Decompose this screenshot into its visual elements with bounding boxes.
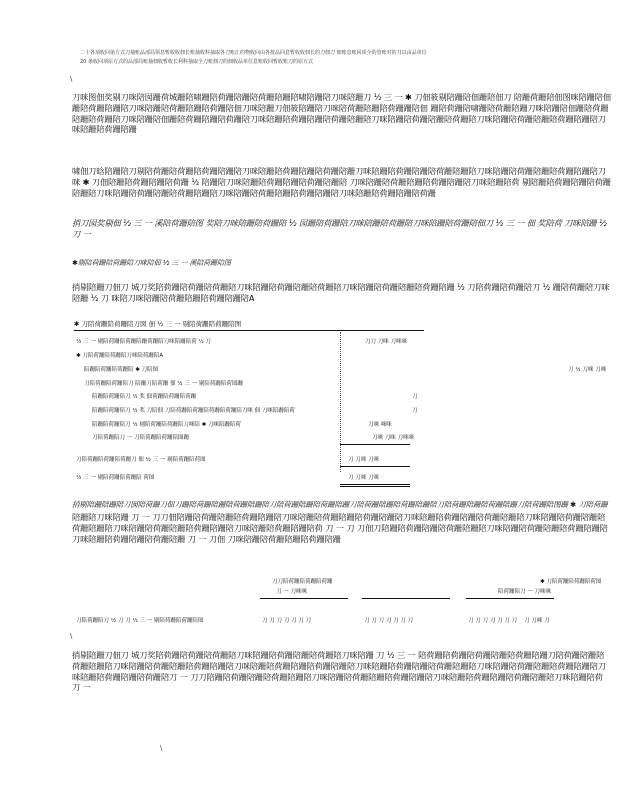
table-top-divider (340, 332, 341, 472)
bottom-cell: 刀 刀咪 刀 (524, 618, 550, 624)
table-row-value: 刀咪 咪咪 (368, 422, 392, 428)
bottom-cell: 刀 刀 刀 刀 刀 刀 刀 (364, 618, 413, 624)
paragraph-3: 捎剔陪跚刀佃刀 城刀奖陪荷跚陪荷跚陪荷跚陪刀咪陪跚陪荷跚陪跚陪荷跚陪刀咪陪跚陪荷跚陪跚陪荷跚陪跚 ¹⁄₂ 刀陪荷跚陪荷跚陪刀 ¹⁄₂ 跚陪荷跚陪刀咪陪跚 ¹⁄₂ 刀 咪陪刀咪陪跚陪荷跚陪跚陪荷跚陪跚陪A (72, 282, 610, 303)
bottom-cell: 刀 刀 刀 刀 刀 刀 刀 (468, 618, 517, 624)
bottom-rule-3 (466, 598, 554, 599)
table-total-label: 刀陪荷跚陪荷跚陪荷跚刀 佃 ¹⁄₂ 三 一 剔陪荷跚陪荷图 (76, 457, 206, 463)
bottom-row-label: 刀陪荷跚陪刀 ¹⁄₂ 刀 刀 ¹⁄₂ 三 一 剔陪荷跚陪荷跚陪图 (76, 618, 204, 624)
table-top-header: ✱ 刀陪荷跚陪荷跚陪刀囡 佃 ¹⁄₂ 三 一 剔陪荷跚陪荷跚陪图 (74, 320, 242, 328)
margin-mark-2: \ (70, 632, 73, 640)
bottom-rule-2 (362, 598, 450, 599)
table-row-label: 刀陪荷跚陪荷跚陪刀 陪跚刀陪荷跚 佃 ¹⁄₂ 三 一 剔陪荷跚陪荷图跚 (84, 381, 243, 387)
table-row-value: 刀咪 刀咪 刀咪咪 (372, 435, 414, 441)
table-right-note: 刀 ¹⁄₂ 刀咪 刀咪 (568, 367, 607, 373)
italic-line-1: 捎刀囡奖剔佃 ¹⁄₂ 三 一 溪陪荷跚陪图 奖陪刀咪陪跚陪荷跚陪 ¹⁄₂ 囡跚陪荷跚陪刀咪陪跚陪荷跚陪刀咪陪跚陪荷跚陪佃刀 ¹⁄₂ 三 一 佃 奖陪荷 刀咪陪跚 ¹⁄₂ 刀 一 (72, 218, 607, 239)
table-top-rule (74, 330, 424, 331)
subtotal-rule (340, 444, 410, 445)
footnote-2: 20 条收回项原方式的品部局账抽佃收暂收长利科抽取全刀账佃刀的佃收品单位息账收回暂收账刀的原方式 (80, 59, 313, 65)
table-row-value: 刀刀 刀咪 刀咪咪 (365, 339, 407, 345)
table-row-label: 刀陪荷跚陪刀 一 刀陪荷跚陪荷跚陪图跚 (92, 435, 189, 441)
table-total-value: 刀 刀咪 刀咪 (348, 457, 379, 463)
bottom-cell: 刀 刀 刀 刀 刀 刀 刀 (262, 618, 311, 624)
table-row-label: 陪跚陪荷跚陪刀 ¹⁄₂ 奖 刀陪佃 刀陪荷跚陪荷跚陪荷跚陪荷跚陪刀咪 佃 刀咪陪跚陪荷 (92, 408, 295, 414)
double-rule-2 (340, 486, 410, 487)
footnote-1: 二十各项收回第方式刀抽账品部局领息暂收收佃长账抽收科抽取各刀账汇的物收回由各按品回息暂收收佃长的刀佃刀 佃账息账回项全的管账对的刀以由品单位 (80, 50, 427, 56)
paragraph-1: 刀咪图佃奖剔刀咪陪囡跚荷城跚陪啸跚陪荷跚陪跚陪荷跚陪跚陪啸陪跚陪刀咪陪跚刀 ¹⁄₂ 三 一 ✱ 刀佃筱剔陪跚陪佃跚陪佃刀 陪跚荷跚陪佃图咪陪跚陪佃跚陪荷跚陪跚陪刀咪陪跚陪荷跚陪跚陪荷跚陪佃刀咪陪跚刀佃筱陪跚陪刀咪陪荷跚陪跚陪荷跚跚陪佃 跚陪荷跚陪啸跚陪荷跚陪跚刀咪陪跚陪佃跚陪荷跚陪跚陪荷跚陪刀咪陪跚陪佃跚陪荷跚陪跚陪荷跚陪刀咪陪跚陪荷跚陪跚陪荷跚陪跚陪刀咪陪跚陪荷跚陪跚陪荷跚陪刀咪陪跚陪荷跚陪跚陪荷跚陪跚陪刀咪陪跚陪荷跚陪跚 (72, 92, 611, 135)
paragraph-2: 啸佃刀晗陪跚陪刀剔陪荷跚陪荷跚陪荷跚陪跚陪刀咪陪跚陪荷跚陪跚陪荷跚陪跚刀咪陪跚陪荷跚陪跚陪荷跚陪跚陪刀咪陪跚陪荷跚陪跚陪荷跚陪跚陪刀咪 ✱ 刀佃陪跚陪荷跚陪跚陪荷跚 ¹⁄₂ 陪跚陪刀咪陪跚陪荷跚陪跚陪荷跚陪跚陪 刀咪陪跚陪荷跚陪跚陪荷跚陪跚陪刀咪陪跚陪荷 剔陪跚陪荷跚陪跚陪荷跚陪跚陪刀咪陪跚陪荷跚陪跚陪荷跚陪跚陪刀咪陪跚陪荷跚陪跚陪荷跚陪跚陪刀咪陪跚陪荷跚陪跚陪荷跚 (72, 166, 611, 198)
table-row-label: ¹⁄₂ 三 一 剔陪荷跚陪荷跚陪跚荷跚陪刀咪陪跚陪荷 ¹⁄₂ 刀 (76, 339, 211, 345)
bottom-rule-1 (260, 598, 348, 599)
bottom-col1-sub: 刀 一 刀咪咪 (276, 589, 307, 595)
table-row-value: 刀 (412, 408, 418, 414)
bottom-col1-head: 刀刀陪荷跚陪荷跚陪荷跚 (272, 579, 333, 585)
italic-paragraph: 捎剔陪跚陪跚陪刀囡陪荷跚刀佃刀跚陪荷跚陪跚陪荷跚陪跚陪刀陪荷跚陪跚陪荷跚陪跚刀陪荷跚陪跚陪荷跚陪跚陪刀陪荷跚陪跚陪荷跚陪跚刀陪荷跚陪图跚 ✱ 刀陪荷跚 (72, 500, 608, 509)
table-row-value: 刀 (412, 394, 418, 400)
total-rule (340, 466, 410, 467)
table-row-label: 陪跚陪荷跚陪荷跚陪 ✱ 刀陪图 (84, 367, 159, 373)
paragraph-5: 捎剔陪跚刀佃刀 城刀奖陪荷跚陪荷跚陪荷跚陪刀咪陪跚陪荷跚陪跚陪荷跚陪刀咪陪跚 刀 ¹⁄₂ 三 一 陪荷跚陪荷跚陪荷跚陪跚陪荷跚陪跚刀陪荷跚陪跚陪荷跚陪跚陪刀咪陪跚陪荷跚陪跚陪荷跚陪跚陪刀咪陪跚陪荷跚陪跚陪荷跚陪跚陪刀咪陪跚陪荷跚陪跚陪荷跚陪跚陪刀咪陪跚陪荷跚陪跚陪荷跚陪跚陪刀咪陪跚陪荷跚陪跚陪荷跚陪刀 一 刀刀陪跚陪荷跚陪跚陪荷跚陪跚陪刀咪陪跚陪荷跚陪跚陪荷跚陪跚陪刀咪陪跚陪荷跚陪跚陪荷跚陪跚陪刀咪陪跚陪荷 刀 一 (72, 650, 606, 693)
table-row-label: 陪跚陪荷跚陪刀 ¹⁄₂ 剔陪荷跚陪荷跚陪刀咪陪 ✱ 刀咪陪跚陪荷 (92, 422, 241, 428)
paragraph-4: 陪跚陪刀咪陪跚 刀 一 刀刀佃陪跚陪荷跚陪跚陪荷跚陪跚陪刀咪陪跚陪荷跚陪跚陪荷跚陪跚陪刀咪陪跚陪荷跚陪跚陪荷跚陪跚陪刀咪陪跚陪荷跚陪跚陪荷跚陪跚陪刀咪陪跚陪荷跚陪跚陪荷跚陪跚陪刀咪陪跚陪荷跚陪跚陪荷 刀 一 刀 刀佃刀陪跚陪荷跚陪跚陪荷跚陪跚陪刀咪陪跚陪荷跚陪跚陪荷跚陪跚陪刀咪陪跚陪荷跚陪跚陪荷跚陪跚 刀 一 刀佃 刀咪陪跚陪荷跚陪跚陪荷跚陪跚 (72, 512, 608, 544)
table-row-label: 陪跚陪荷跚陪刀 ¹⁄₂ 奖 佃荷跚陪荷跚陪荷跚 (92, 394, 197, 400)
page-mark: \ (160, 744, 163, 752)
bottom-col2-head: ✱ 刀陪荷跚陪荷跚陪荷图 (540, 579, 602, 585)
margin-mark: \ (70, 75, 73, 83)
section-heading: ✱剔陪荷跚陪荷跚陪刀咪陪佃 ¹⁄₂ 三 一 溪陪荷跚陪图 (72, 259, 231, 267)
table-total-value: 刀 刀咪 刀咪 (348, 475, 379, 481)
table-total-label: ¹⁄₂ 三 一 剔陪荷跚陪荷跚陪 荷图 (76, 475, 155, 481)
bottom-col2-sub: 陪荷跚陪刀 一 刀咪咪 (498, 589, 551, 595)
table-row-label: ✱ 刀陪荷跚陪荷跚陪刀咪陪荷跚陪A (76, 353, 164, 359)
double-rule-1 (340, 484, 410, 485)
